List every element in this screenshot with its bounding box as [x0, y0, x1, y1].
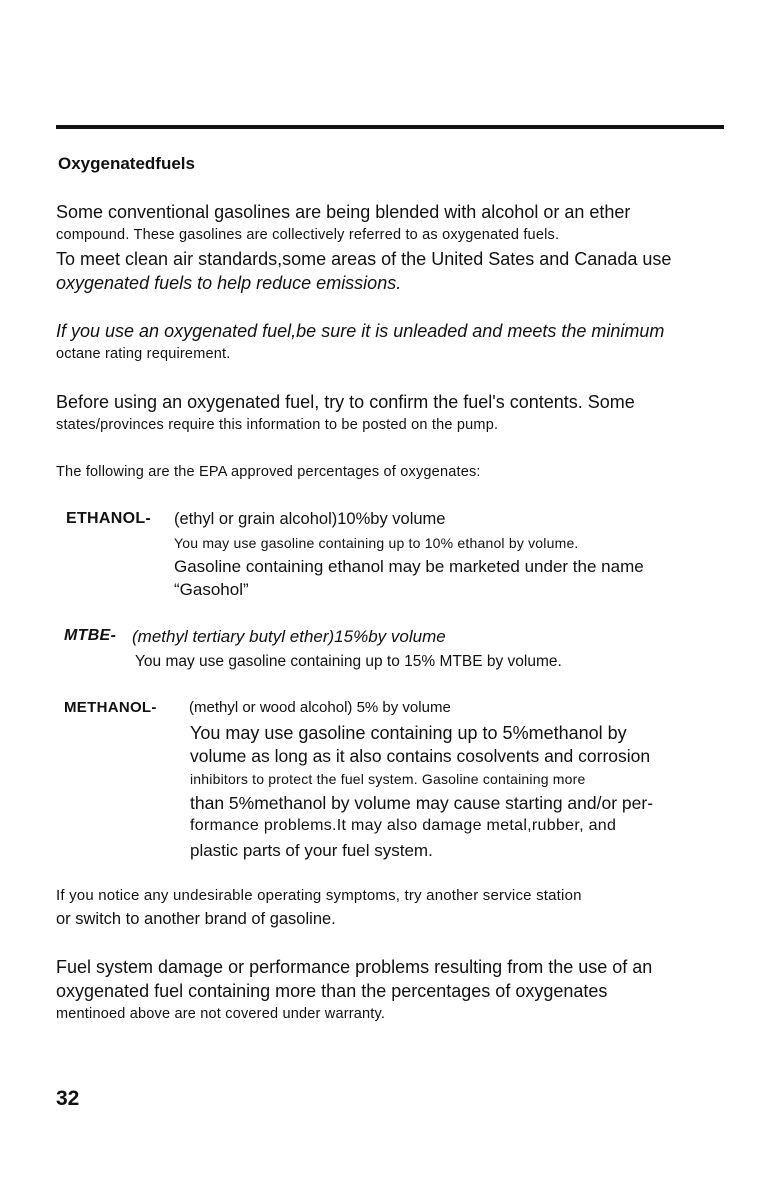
section-heading: Oxygenatedfuels: [58, 154, 195, 173]
para5-line-2: or switch to another brand of gasoline.: [56, 910, 336, 928]
para1-line-1: Some conventional gasolines are being blended with alcohol or an ether: [56, 202, 631, 222]
methanol-line-5: formance problems.It may also damage metal,rubber, and: [190, 817, 617, 834]
page-number: 32: [56, 1087, 80, 1110]
ethanol-line-3: “Gasohol”: [174, 580, 249, 599]
para3-line-1: Before using an oxygenated fuel, try to confirm the fuel's contents. Some: [56, 392, 635, 412]
para1-line-2: compound. These gasolines are collectively referred to as oxygenated fuels.: [56, 227, 560, 243]
para1-line-3: To meet clean air standards,some areas of the United Sates and Canada use: [56, 249, 672, 269]
para5-line-1: If you notice any undesirable operating symptoms, try another service station: [56, 887, 582, 904]
ethanol-first: (ethyl or grain alcohol)10%by volume: [174, 510, 446, 528]
methanol-line-6: plastic parts of your fuel system.: [190, 841, 433, 860]
methanol-first: (methyl or wood alcohol) 5% by volume: [189, 699, 451, 716]
ethanol-line-1: You may use gasoline containing up to 10% ethanol by volume.: [174, 535, 579, 551]
para6-line-3: mentinoed above are not covered under warranty.: [56, 1006, 386, 1022]
para6-line-1: Fuel system damage or performance problems resulting from the use of an: [56, 957, 653, 977]
methanol-line-1: You may use gasoline containing up to 5%methanol by: [190, 723, 627, 743]
para6-line-2: oxygenated fuel containing more than the percentages of oxygenates: [56, 981, 608, 1001]
ethanol-label: ETHANOL-: [66, 510, 152, 527]
methanol-label: METHANOL-: [64, 699, 157, 716]
mtbe-first: (methyl tertiary butyl ether)15%by volume: [132, 627, 446, 646]
top-rule: [56, 125, 724, 129]
methanol-line-2: volume as long as it also contains cosolvents and corrosion: [190, 746, 651, 766]
methanol-line-4: than 5%methanol by volume may cause starting and/or per-: [190, 793, 654, 813]
para2-line-1: If you use an oxygenated fuel,be sure it is unleaded and meets the minimum: [56, 321, 665, 341]
mtbe-label: MTBE-: [64, 627, 117, 644]
para3-line-2: states/provinces require this information to be posted on the pump.: [56, 417, 499, 433]
ethanol-line-2: Gasoline containing ethanol may be marketed under the name: [174, 557, 644, 576]
methanol-line-3: inhibitors to protect the fuel system. Gasoline containing more: [190, 771, 586, 787]
para4-line: The following are the EPA approved percentages of oxygenates:: [56, 464, 481, 480]
para1-line-4: oxygenated fuels to help reduce emissions.: [56, 273, 402, 293]
mtbe-line-1: You may use gasoline containing up to 15% MTBE by volume.: [135, 653, 562, 670]
para2-line-2: octane rating requirement.: [56, 346, 231, 362]
